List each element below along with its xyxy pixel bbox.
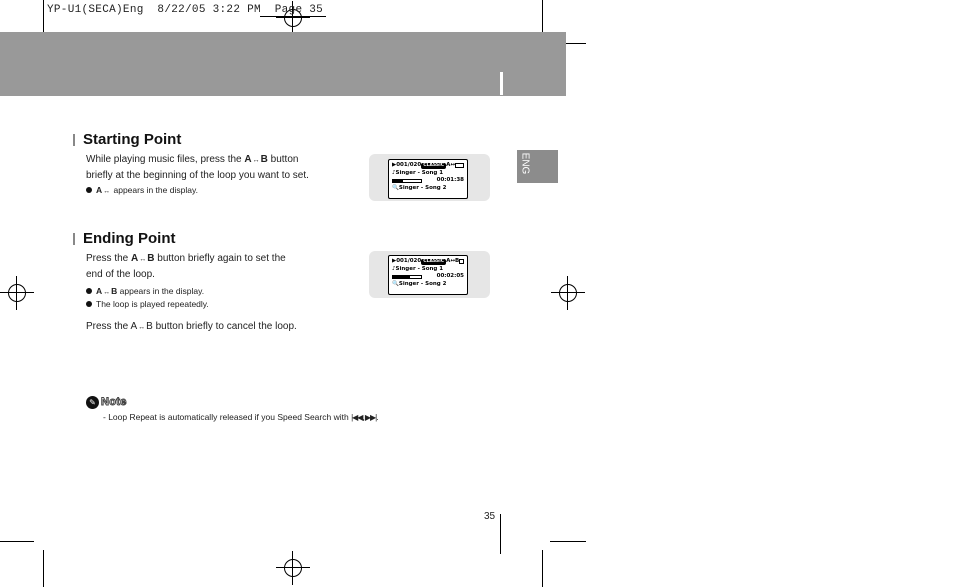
bullet-text: The loop is played repeatedly. (96, 299, 209, 309)
indicator-b: B (111, 286, 118, 296)
body-text: Press the A (86, 321, 138, 332)
body-text: Press the (86, 253, 132, 264)
page-edge-line (500, 514, 501, 554)
bullet-item (86, 185, 198, 195)
bullet-icon (86, 187, 92, 193)
progress-fill (393, 180, 403, 182)
cancel-instruction (86, 319, 346, 335)
button-a-label: A (244, 154, 252, 165)
starting-point-heading: Starting Point (83, 131, 182, 148)
body-text: briefly at the beginning of the loop you want to set. (86, 170, 309, 181)
body-text: button briefly again to set the (154, 253, 286, 264)
loop-indicator: A↔B (446, 258, 460, 264)
battery-icon (455, 163, 464, 168)
track-counter: ▶001/020 (392, 258, 422, 264)
ending-point-body (86, 251, 326, 282)
elapsed-time: 00:02:05 (436, 273, 464, 279)
skip-forward-icon: ▶▶| (364, 413, 377, 422)
button-a-label: A (131, 253, 139, 264)
bullet-text: appears in the display. (111, 185, 198, 195)
language-tab-label: ENG (519, 152, 531, 175)
bullet-item (86, 286, 204, 296)
player-display-2 (388, 255, 468, 295)
bullet-text: appears in the display. (117, 286, 205, 296)
body-text: button (267, 154, 299, 165)
header-banner (0, 32, 566, 96)
eq-mode-badge: CLASSIC (423, 258, 445, 264)
page-number: 35 (484, 511, 496, 522)
next-song-label: Singer - Song 2 (398, 184, 447, 191)
loop-arrow-icon: ↔ (103, 188, 111, 195)
elapsed-time: 00:01:38 (436, 177, 464, 183)
song-title: ♪Singer - Song 1 (392, 265, 444, 272)
note-body: - Loop Repeat is automatically released if you Speed Search with (103, 412, 352, 422)
progress-fill (393, 276, 410, 278)
body-text: end of the loop. (86, 269, 155, 280)
next-song: 🔍Singer - Song 2 (392, 280, 447, 287)
next-song: 🔍Singer - Song 2 (392, 184, 447, 191)
skip-back-icon: |◀◀ (351, 413, 363, 422)
bullet-icon (86, 288, 92, 294)
button-b-label: B (147, 253, 155, 264)
indicator-a: A (96, 286, 103, 296)
loop-arrow-icon: ↔ (252, 157, 260, 164)
crop-mark (550, 541, 586, 542)
note-pencil-icon: ✎ (86, 396, 99, 409)
eq-mode-badge: CLASSIC (423, 162, 445, 168)
battery-icon (459, 259, 464, 264)
button-b-label: B (260, 154, 268, 165)
bullet-icon (86, 301, 92, 307)
registration-mark-right (551, 276, 585, 310)
print-slug: YP-U1(SECA)Eng 8/22/05 3:22 PM Page 35 (47, 4, 324, 16)
loop-arrow-icon: ↔ (103, 289, 111, 296)
ending-point-heading: Ending Point (83, 230, 176, 247)
crop-mark (0, 541, 34, 542)
starting-point-body (86, 152, 346, 183)
registration-mark-left (0, 276, 34, 310)
crop-mark (542, 0, 543, 34)
progress-bar (392, 275, 422, 279)
next-song-label: Singer - Song 2 (398, 280, 447, 287)
bullet-item (86, 299, 209, 309)
body-text: B button briefly to cancel the loop. (146, 321, 297, 332)
progress-bar (392, 179, 422, 183)
indicator-a: A (96, 185, 103, 195)
body-text: While playing music files, press the (86, 154, 245, 165)
crop-mark (542, 550, 543, 587)
page-title: Loop Repeating (718, 35, 880, 58)
section-marker (73, 233, 75, 245)
loop-arrow-icon: ↔ (138, 324, 146, 331)
track-counter: ▶001/020 (392, 162, 422, 168)
registration-mark-bottom (276, 551, 310, 585)
slug-underline (260, 16, 326, 17)
loop-indicator: A↔ (446, 162, 455, 168)
loop-arrow-icon: ↔ (139, 256, 147, 263)
song-title: ♪Singer - Song 1 (392, 169, 444, 176)
crop-mark (43, 550, 44, 587)
section-marker (73, 134, 75, 146)
crop-mark (43, 0, 44, 34)
player-display-1 (388, 159, 468, 199)
title-bar-accent (500, 72, 503, 95)
note-text: - Loop Repeat is automatically released if you Speed Search with |◀◀,▶▶|. (103, 412, 379, 422)
note-label: Note (101, 396, 127, 408)
